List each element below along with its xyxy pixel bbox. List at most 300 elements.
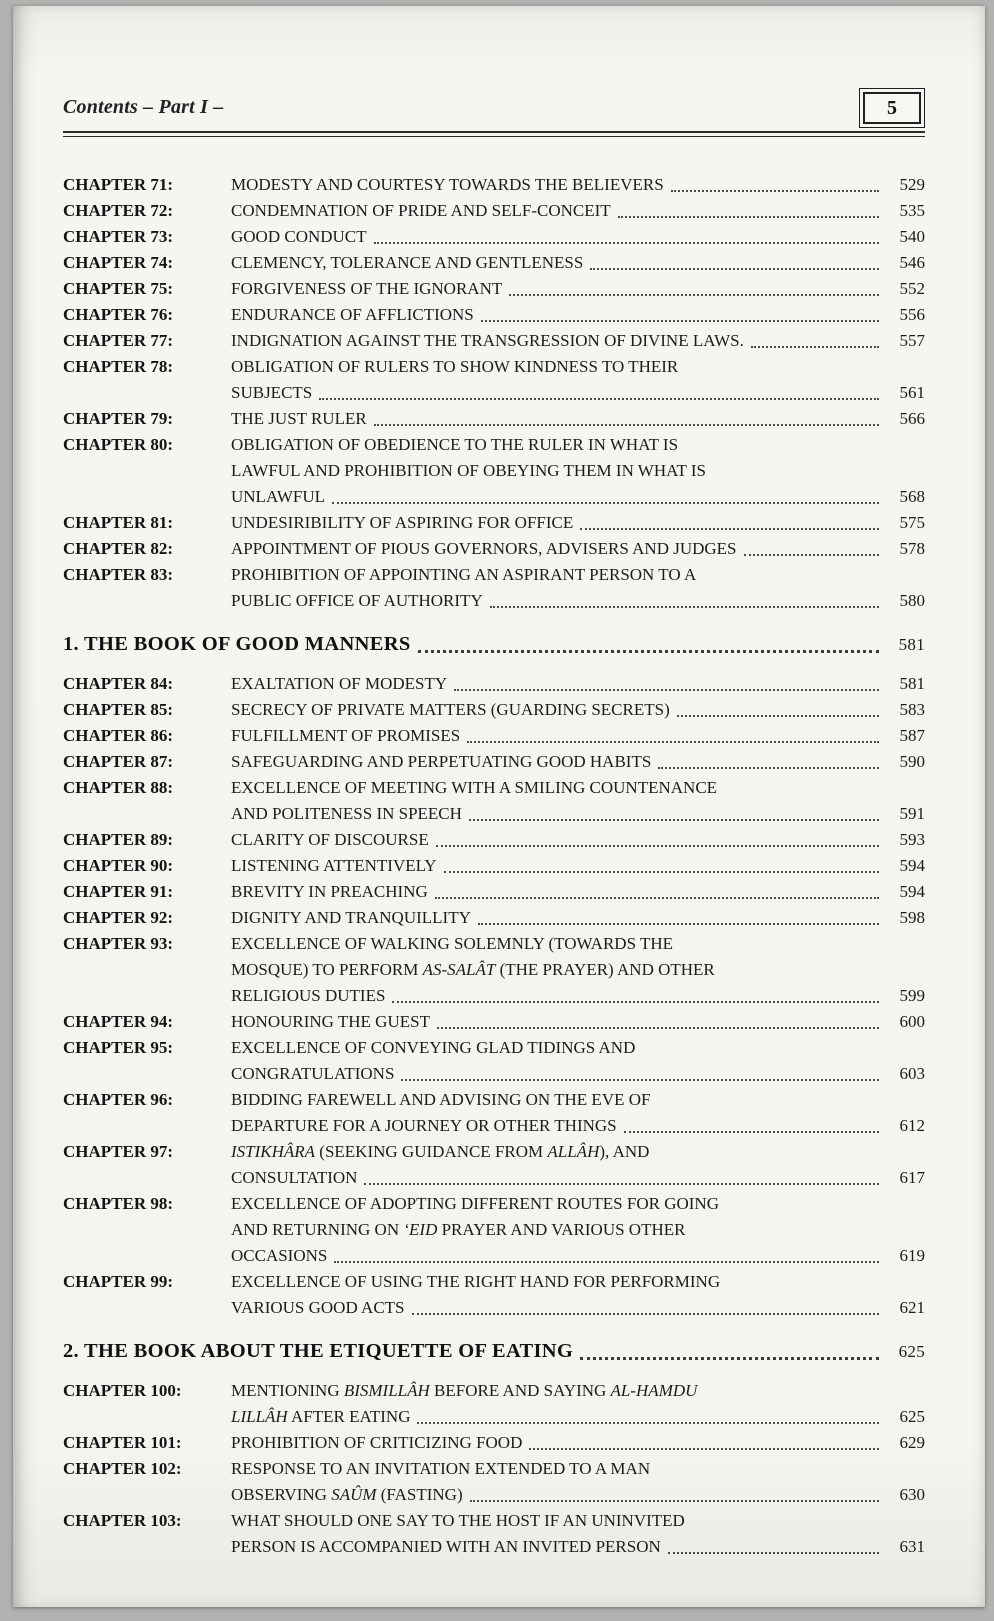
title-line <box>231 1508 925 1534</box>
page-number: 578 <box>899 539 925 558</box>
title-segment: UNDESIRIBILITY OF ASPIRING FOR OFFICE <box>231 513 574 532</box>
toc-entry <box>63 1035 925 1087</box>
dot-leader <box>469 819 879 821</box>
chapter-label: CHAPTER 75: <box>63 279 174 298</box>
page-number: 581 <box>899 674 925 693</box>
toc-entry <box>63 697 925 723</box>
toc-entry <box>63 224 925 250</box>
title-text <box>231 1404 410 1430</box>
dot-leader <box>751 346 879 348</box>
dot-leader <box>509 294 879 296</box>
title-segment: CONDEMNATION OF PRIDE AND SELF-CONCEIT <box>231 201 611 220</box>
title-segment-italic: SAÛM <box>331 1485 377 1504</box>
entry-body <box>231 827 925 853</box>
page-number: 587 <box>899 726 925 745</box>
title-line <box>231 406 925 432</box>
title-segment: RELIGIOUS DUTIES <box>231 986 386 1005</box>
title-line <box>231 1113 925 1139</box>
entry-body <box>231 879 925 905</box>
title-text <box>231 406 367 432</box>
dot-leader <box>467 741 879 743</box>
title-text <box>231 1061 394 1087</box>
entry-body <box>231 1035 925 1087</box>
title-line <box>231 671 925 697</box>
title-segment-italic: AS-SALÂT <box>422 960 496 979</box>
title-line <box>231 432 925 458</box>
chapter-label: CHAPTER 98: <box>63 1194 174 1213</box>
entry-body <box>231 224 925 250</box>
toc-entry <box>63 827 925 853</box>
dot-leader <box>481 320 879 322</box>
title-text <box>231 853 437 879</box>
chapter-label: CHAPTER 77: <box>63 331 174 350</box>
title-segment: AFTER EATING <box>287 1407 411 1426</box>
toc-entry <box>63 406 925 432</box>
chapter-label: CHAPTER 93: <box>63 934 174 953</box>
entry-body <box>231 198 925 224</box>
entry-body <box>231 406 925 432</box>
toc-entry <box>63 354 925 406</box>
title-line <box>231 1165 925 1191</box>
toc-entry <box>63 749 925 775</box>
title-segment: INDIGNATION AGAINST THE TRANSGRESSION OF DIVINE LAWS. <box>231 331 744 350</box>
dot-leader <box>332 502 879 504</box>
title-segment: EXCELLENCE OF WALKING SOLEMNLY (TOWARDS THE <box>231 934 674 953</box>
title-segment: CLARITY OF DISCOURSE <box>231 830 429 849</box>
page-number-box <box>859 88 925 128</box>
title-segment: OBLIGATION OF RULERS TO SHOW KINDNESS TO THEIR <box>231 357 679 376</box>
dot-leader <box>580 1357 879 1360</box>
dot-leader <box>374 424 879 426</box>
dot-leader <box>319 398 879 400</box>
chapter-label: CHAPTER 72: <box>63 201 174 220</box>
title-segment: CLEMENCY, TOLERANCE AND GENTLENESS <box>231 253 584 272</box>
title-segment: (THE PRAYER) AND OTHER <box>495 960 715 979</box>
chapter-label: CHAPTER 91: <box>63 882 174 901</box>
header-rule <box>63 131 925 137</box>
title-segment: BREVITY IN PREACHING <box>231 882 428 901</box>
title-text <box>231 484 325 510</box>
entry-body <box>231 354 925 406</box>
dot-leader <box>624 1131 879 1133</box>
title-segment: EXCELLENCE OF CONVEYING GLAD TIDINGS AND <box>231 1038 636 1057</box>
toc <box>63 172 925 1560</box>
title-segment: MOSQUE) TO PERFORM <box>231 960 423 979</box>
toc-entry <box>63 853 925 879</box>
title-segment-italic: ALLÂH <box>547 1142 600 1161</box>
dot-leader <box>412 1313 880 1315</box>
chapter-label: CHAPTER 100: <box>63 1381 182 1400</box>
title-line <box>231 458 925 484</box>
dot-leader <box>364 1183 879 1185</box>
title-segment: SAFEGUARDING AND PERPETUATING GOOD HABITS <box>231 752 652 771</box>
toc-entry <box>63 905 925 931</box>
title-text <box>231 172 664 198</box>
title-segment: FORGIVENESS OF THE IGNORANT <box>231 279 503 298</box>
title-segment: EXCELLENCE OF USING THE RIGHT HAND FOR PERFORMING <box>231 1272 721 1291</box>
title-line <box>231 510 925 536</box>
entry-body <box>231 562 925 614</box>
title-segment: AND RETURNING ON <box>231 1220 404 1239</box>
title-segment: EXCELLENCE OF ADOPTING DIFFERENT ROUTES FOR GOING <box>231 1194 719 1213</box>
dot-leader <box>470 1500 879 1502</box>
title-text <box>231 879 428 905</box>
title-line <box>231 1456 925 1482</box>
page-number: 552 <box>899 279 925 298</box>
entry-body <box>231 1009 925 1035</box>
title-segment: OBSERVING <box>231 1485 332 1504</box>
page-number: 580 <box>899 591 925 610</box>
page-number: 621 <box>899 1298 925 1317</box>
dot-leader <box>392 1001 879 1003</box>
title-text <box>231 1243 327 1269</box>
header-title: Contents – Part I – <box>63 96 224 118</box>
title-line <box>231 380 925 406</box>
title-segment: OBLIGATION OF OBEDIENCE TO THE RULER IN WHAT IS <box>231 435 679 454</box>
title-text <box>231 801 462 827</box>
title-segment: APPOINTMENT OF PIOUS GOVERNORS, ADVISERS AND JUDGES <box>231 539 737 558</box>
page-number: 630 <box>899 1485 925 1504</box>
title-text <box>231 302 474 328</box>
title-text <box>231 1534 661 1560</box>
chapter-label: CHAPTER 74: <box>63 253 174 272</box>
chapter-label: CHAPTER 80: <box>63 435 174 454</box>
entry-body <box>231 536 925 562</box>
title-line <box>231 957 925 983</box>
book-section-title: 1. THE BOOK OF GOOD MANNERS <box>63 633 411 655</box>
toc-entry <box>63 198 925 224</box>
chapter-label: CHAPTER 96: <box>63 1090 174 1109</box>
title-line <box>231 1035 925 1061</box>
page-number: 593 <box>899 830 925 849</box>
title-line <box>231 749 925 775</box>
toc-entry <box>63 775 925 827</box>
title-segment: AND POLITENESS IN SPEECH <box>231 804 462 823</box>
title-line <box>231 1378 925 1404</box>
title-segment: DIGNITY AND TRANQUILLITY <box>231 908 471 927</box>
toc-entry <box>63 671 925 697</box>
title-segment: (FASTING) <box>376 1485 463 1504</box>
entry-body <box>231 1191 925 1269</box>
entry-body <box>231 723 925 749</box>
entry-body <box>231 250 925 276</box>
title-segment: CONSULTATION <box>231 1168 358 1187</box>
title-segment-italic: ISTIKHÂRA <box>231 1142 316 1161</box>
entry-body <box>231 172 925 198</box>
chapter-label: CHAPTER 78: <box>63 357 174 376</box>
title-segment: PUBLIC OFFICE OF AUTHORITY <box>231 591 483 610</box>
page-number: 529 <box>899 175 925 194</box>
title-line <box>231 931 925 957</box>
chapter-label: CHAPTER 87: <box>63 752 174 771</box>
title-segment-italic: BISMILLÂH <box>343 1381 430 1400</box>
title-text <box>231 588 483 614</box>
page-number: 540 <box>899 227 925 246</box>
title-segment: EXCELLENCE OF MEETING WITH A SMILING COUNTENANCE <box>231 778 718 797</box>
title-line <box>231 1217 925 1243</box>
entry-body <box>231 1139 925 1191</box>
dot-leader <box>437 1027 879 1029</box>
title-line <box>231 250 925 276</box>
entry-body <box>231 302 925 328</box>
chapter-label: CHAPTER 103: <box>63 1511 182 1530</box>
toc-entry <box>63 1508 925 1560</box>
page-number: 583 <box>899 700 925 719</box>
title-segment: LAWFUL AND PROHIBITION OF OBEYING THEM IN WHAT IS <box>231 461 706 480</box>
title-segment: PRAYER AND VARIOUS OTHER <box>437 1220 686 1239</box>
page-number: 612 <box>899 1116 925 1135</box>
title-text <box>231 380 312 406</box>
dot-leader <box>490 606 879 608</box>
title-line <box>231 562 925 588</box>
chapter-label: CHAPTER 101: <box>63 1433 182 1452</box>
dot-leader <box>435 897 879 899</box>
chapter-label: CHAPTER 76: <box>63 305 174 324</box>
dot-leader <box>590 268 879 270</box>
toc-entry <box>63 432 925 510</box>
chapter-label: CHAPTER 81: <box>63 513 174 532</box>
page-number: 629 <box>899 1433 925 1452</box>
toc-entry <box>63 536 925 562</box>
title-line <box>231 1482 925 1508</box>
chapter-label: CHAPTER 92: <box>63 908 174 927</box>
title-line <box>231 879 925 905</box>
title-text <box>231 276 502 302</box>
title-text <box>231 1165 357 1191</box>
entry-body <box>231 853 925 879</box>
title-text <box>231 250 583 276</box>
toc-entry <box>63 250 925 276</box>
chapter-label: CHAPTER 82: <box>63 539 174 558</box>
title-line <box>231 853 925 879</box>
page <box>13 6 985 1607</box>
dot-leader <box>436 845 879 847</box>
book-section-title: 2. THE BOOK ABOUT THE ETIQUETTE OF EATING <box>63 1340 574 1362</box>
chapter-label: CHAPTER 71: <box>63 175 174 194</box>
title-text <box>231 827 429 853</box>
title-segment: BIDDING FAREWELL AND ADVISING ON THE EVE OF <box>231 1090 651 1109</box>
toc-entry <box>63 723 925 749</box>
entry-body <box>231 510 925 536</box>
title-segment: THE JUST RULER <box>231 409 367 428</box>
book-section-row <box>63 1336 925 1367</box>
page-number: 594 <box>899 882 925 901</box>
toc-entry <box>63 1009 925 1035</box>
dot-leader <box>658 767 879 769</box>
page-number: 599 <box>899 986 925 1005</box>
title-text <box>231 224 367 250</box>
entry-body <box>231 905 925 931</box>
title-line <box>231 1295 925 1321</box>
title-line <box>231 801 925 827</box>
chapter-label: CHAPTER 86: <box>63 726 174 745</box>
title-text <box>231 1295 405 1321</box>
page-number: 625 <box>898 1342 925 1361</box>
title-segment: LISTENING ATTENTIVELY <box>231 856 437 875</box>
entry-body <box>231 697 925 723</box>
entry-body <box>231 775 925 827</box>
dot-leader <box>529 1448 879 1450</box>
page-number: 546 <box>899 253 925 272</box>
page-number: 598 <box>899 908 925 927</box>
title-text <box>231 1113 617 1139</box>
toc-entry <box>63 1087 925 1139</box>
title-line <box>231 328 925 354</box>
title-segment: CONGRATULATIONS <box>231 1064 395 1083</box>
title-segment: RESPONSE TO AN INVITATION EXTENDED TO A MAN <box>231 1459 651 1478</box>
title-text <box>231 536 737 562</box>
toc-entry <box>63 1191 925 1269</box>
dot-leader <box>668 1552 879 1554</box>
page-number: 617 <box>899 1168 925 1187</box>
toc-entry <box>63 302 925 328</box>
title-text <box>231 749 651 775</box>
chapter-label: CHAPTER 90: <box>63 856 174 875</box>
dot-leader <box>374 242 879 244</box>
toc-entry <box>63 1456 925 1508</box>
dot-leader <box>677 715 879 717</box>
title-segment: PROHIBITION OF CRITICIZING FOOD <box>231 1433 523 1452</box>
page-number: 557 <box>899 331 925 350</box>
title-line <box>231 1430 925 1456</box>
title-segment: ENDURANCE OF AFFLICTIONS <box>231 305 474 324</box>
chapter-label: CHAPTER 99: <box>63 1272 174 1291</box>
toc-entry <box>63 1269 925 1321</box>
title-text <box>231 983 385 1009</box>
title-segment: EXALTATION OF MODESTY <box>231 674 448 693</box>
page-number: 600 <box>899 1012 925 1031</box>
title-segment: MENTIONING <box>231 1381 344 1400</box>
title-line <box>231 484 925 510</box>
title-segment-italic: LILLÂH <box>231 1407 288 1426</box>
page-number: 591 <box>899 804 925 823</box>
title-line <box>231 172 925 198</box>
page-number: 575 <box>899 513 925 532</box>
toc-entry <box>63 172 925 198</box>
title-segment: UNLAWFUL <box>231 487 326 506</box>
chapter-label: CHAPTER 102: <box>63 1459 182 1478</box>
dot-leader <box>454 689 879 691</box>
page-number: 619 <box>899 1246 925 1265</box>
dot-leader <box>618 216 879 218</box>
page-number: 566 <box>899 409 925 428</box>
title-line <box>231 588 925 614</box>
toc-entry <box>63 1430 925 1456</box>
title-segment: PROHIBITION OF APPOINTING AN ASPIRANT PERSON TO A <box>231 565 697 584</box>
toc-entry <box>63 879 925 905</box>
title-segment: MODESTY AND COURTESY TOWARDS THE BELIEVERS <box>231 175 664 194</box>
entry-body <box>231 1508 925 1560</box>
entry-body <box>231 276 925 302</box>
toc-entry <box>63 562 925 614</box>
page-number: 603 <box>899 1064 925 1083</box>
dot-leader <box>444 871 879 873</box>
title-text <box>231 671 447 697</box>
chapter-label: CHAPTER 95: <box>63 1038 174 1057</box>
title-segment: ), AND <box>599 1142 650 1161</box>
chapter-label: CHAPTER 84: <box>63 674 174 693</box>
dot-leader <box>401 1079 879 1081</box>
dot-leader <box>580 528 879 530</box>
dot-leader <box>417 1422 879 1424</box>
toc-entry <box>63 1139 925 1191</box>
title-line <box>231 198 925 224</box>
entry-body <box>231 432 925 510</box>
entry-body <box>231 1430 925 1456</box>
title-line <box>231 354 925 380</box>
title-text <box>231 510 573 536</box>
page-number: 625 <box>899 1407 925 1426</box>
page-number: 568 <box>899 487 925 506</box>
title-text <box>231 697 670 723</box>
page-number: 561 <box>899 383 925 402</box>
page-number: 631 <box>899 1537 925 1556</box>
title-segment: HONOURING THE GUEST <box>231 1012 430 1031</box>
page-number: 5 <box>863 92 921 124</box>
title-text <box>231 198 611 224</box>
title-line <box>231 775 925 801</box>
page-number: 581 <box>898 635 925 654</box>
chapter-label: CHAPTER 97: <box>63 1142 174 1161</box>
title-line <box>231 1087 925 1113</box>
title-segment: OCCASIONS <box>231 1246 328 1265</box>
title-segment-italic: ‘EID <box>403 1220 438 1239</box>
title-line <box>231 1243 925 1269</box>
entry-body <box>231 931 925 1009</box>
title-line <box>231 1534 925 1560</box>
toc-entry <box>63 1378 925 1430</box>
chapter-label: CHAPTER 73: <box>63 227 174 246</box>
entry-body <box>231 1269 925 1321</box>
dot-leader <box>418 650 879 653</box>
title-segment: PERSON IS ACCOMPANIED WITH AN INVITED PERSON <box>231 1537 661 1556</box>
dot-leader <box>744 554 879 556</box>
entry-body <box>231 749 925 775</box>
chapter-label: CHAPTER 94: <box>63 1012 174 1031</box>
title-line <box>231 536 925 562</box>
entry-body <box>231 1378 925 1430</box>
title-line <box>231 905 925 931</box>
book-section-row <box>63 629 925 660</box>
entry-body <box>231 328 925 354</box>
title-segment: SUBJECTS <box>231 383 313 402</box>
title-text <box>231 723 460 749</box>
title-text <box>231 1009 430 1035</box>
title-line <box>231 697 925 723</box>
title-line <box>231 1404 925 1430</box>
page-number: 594 <box>899 856 925 875</box>
toc-entry <box>63 510 925 536</box>
toc-entry <box>63 931 925 1009</box>
dot-leader <box>334 1261 879 1263</box>
chapter-label: CHAPTER 85: <box>63 700 174 719</box>
title-segment: DEPARTURE FOR A JOURNEY OR OTHER THINGS <box>231 1116 617 1135</box>
title-line <box>231 1269 925 1295</box>
title-text <box>231 1430 522 1456</box>
title-text <box>231 1482 463 1508</box>
title-segment: WHAT SHOULD ONE SAY TO THE HOST IF AN UNINVITED <box>231 1511 685 1530</box>
page-number: 590 <box>899 752 925 771</box>
toc-entry <box>63 328 925 354</box>
chapter-label: CHAPTER 79: <box>63 409 174 428</box>
title-segment: (SEEKING GUIDANCE FROM <box>315 1142 548 1161</box>
title-line <box>231 302 925 328</box>
title-line <box>231 983 925 1009</box>
entry-body <box>231 1456 925 1508</box>
title-text <box>231 328 744 354</box>
page-number: 556 <box>899 305 925 324</box>
title-line <box>231 224 925 250</box>
